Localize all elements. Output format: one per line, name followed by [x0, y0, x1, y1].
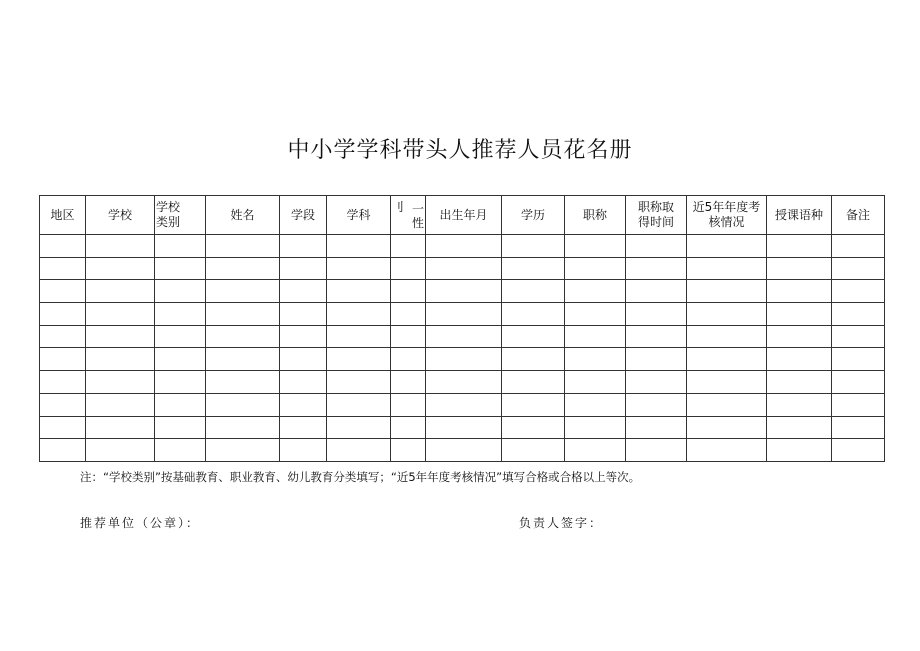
table-cell [280, 371, 327, 394]
table-cell [391, 235, 426, 258]
table-cell [426, 280, 502, 303]
title-time-line1: 职称取 [637, 200, 674, 214]
assessment-line2: 核情况 [708, 215, 745, 229]
title-time-line2: 得时间 [637, 215, 674, 229]
table-cell [565, 257, 626, 280]
table-cell [280, 393, 327, 416]
table-cell [626, 348, 687, 371]
table-cell [426, 371, 502, 394]
table-row [40, 325, 885, 348]
table-cell [426, 257, 502, 280]
table-cell [280, 303, 327, 326]
table-cell [206, 257, 280, 280]
table-cell [206, 280, 280, 303]
table-cell [40, 280, 86, 303]
table-cell [626, 416, 687, 439]
table-cell [155, 235, 206, 258]
table-cell [40, 348, 86, 371]
table-cell [327, 416, 391, 439]
table-cell [86, 303, 155, 326]
table-cell [687, 416, 767, 439]
table-cell [565, 393, 626, 416]
footnote: 注：“学校类别”按基础教育、职业教育、幼儿教育分类填写；“近5年年度考核情况”填写合格或合格以上等次。 [80, 470, 641, 484]
table-cell [280, 348, 327, 371]
col-header-assessment [687, 196, 767, 235]
table-cell [626, 235, 687, 258]
table-cell [687, 235, 767, 258]
table-cell [155, 416, 206, 439]
page-title: 中小学学科带头人推荐人员花名册 [287, 138, 633, 163]
table-cell [767, 393, 832, 416]
table-cell [391, 416, 426, 439]
school-type-line1: 学校 [156, 200, 181, 214]
table-cell [391, 303, 426, 326]
table-cell [502, 280, 565, 303]
table-cell [767, 235, 832, 258]
assessment-line1: 近5年年度考 [692, 200, 761, 214]
table-cell [626, 303, 687, 326]
table-cell [502, 348, 565, 371]
table-cell [86, 439, 155, 462]
roster-table [39, 195, 885, 462]
table-cell [626, 280, 687, 303]
table-cell [206, 235, 280, 258]
table-cell [86, 393, 155, 416]
table-cell [155, 325, 206, 348]
table-cell [426, 303, 502, 326]
table-cell [832, 257, 885, 280]
table-cell [426, 348, 502, 371]
table-row [40, 439, 885, 462]
col-header-school-type [155, 196, 206, 235]
table-cell [327, 303, 391, 326]
recommending-unit-label: 推荐单位（公章）： [80, 516, 201, 530]
table-row [40, 371, 885, 394]
table-cell [206, 371, 280, 394]
table-cell [280, 439, 327, 462]
table-cell [40, 393, 86, 416]
table-cell [327, 257, 391, 280]
table-cell [86, 348, 155, 371]
table-row [40, 348, 885, 371]
col-header-remarks: 备注 [832, 196, 885, 235]
table-cell [206, 416, 280, 439]
table-cell [767, 439, 832, 462]
table-cell [502, 303, 565, 326]
table-cell [391, 280, 426, 303]
table-cell [40, 257, 86, 280]
table-cell [687, 303, 767, 326]
table-cell [832, 416, 885, 439]
table-cell [502, 325, 565, 348]
table-cell [40, 325, 86, 348]
table-row [40, 303, 885, 326]
table-body [40, 235, 885, 462]
table-cell [767, 371, 832, 394]
table-row [40, 235, 885, 258]
table-cell [86, 257, 155, 280]
table-cell [832, 325, 885, 348]
table-header-row [40, 196, 885, 235]
table-cell [502, 439, 565, 462]
table-cell [565, 325, 626, 348]
table-cell [391, 371, 426, 394]
table-cell [206, 325, 280, 348]
table-cell [832, 439, 885, 462]
table-cell [86, 371, 155, 394]
table-cell [391, 439, 426, 462]
table-cell [687, 325, 767, 348]
table-cell [155, 371, 206, 394]
table-cell [687, 393, 767, 416]
table-cell [626, 371, 687, 394]
table-cell [86, 280, 155, 303]
table-cell [426, 416, 502, 439]
table-cell [206, 348, 280, 371]
table-cell [155, 348, 206, 371]
table-cell [40, 416, 86, 439]
table-cell [502, 393, 565, 416]
table-cell [155, 257, 206, 280]
table-cell [155, 393, 206, 416]
col-header-title-time [626, 196, 687, 235]
table-cell [767, 416, 832, 439]
table-cell [391, 348, 426, 371]
table-cell [626, 393, 687, 416]
table-cell [832, 303, 885, 326]
table-cell [687, 348, 767, 371]
table-cell [767, 280, 832, 303]
table-cell [155, 280, 206, 303]
table-cell [391, 393, 426, 416]
table-cell [687, 280, 767, 303]
col-header-region: 地区 [40, 196, 86, 235]
col-header-title: 职称 [565, 196, 626, 235]
table-row [40, 280, 885, 303]
table-cell [280, 416, 327, 439]
table-cell [280, 235, 327, 258]
table-cell [832, 348, 885, 371]
table-cell [626, 439, 687, 462]
table-cell [565, 371, 626, 394]
school-type-line2: 类别 [156, 215, 181, 229]
table-cell [40, 371, 86, 394]
table-cell [327, 348, 391, 371]
table-cell [206, 439, 280, 462]
table-cell [565, 348, 626, 371]
table-cell [767, 257, 832, 280]
table-cell [565, 303, 626, 326]
col-header-subject: 学科 [327, 196, 391, 235]
table-row [40, 257, 885, 280]
table-cell [832, 371, 885, 394]
table-cell [426, 439, 502, 462]
col-header-name: 姓名 [206, 196, 280, 235]
table-cell [155, 439, 206, 462]
table-row [40, 393, 885, 416]
table-cell [206, 393, 280, 416]
table-cell [327, 371, 391, 394]
table-cell [626, 257, 687, 280]
table-cell [832, 393, 885, 416]
table-cell [327, 235, 391, 258]
table-cell [565, 280, 626, 303]
table-cell [280, 280, 327, 303]
table-cell [687, 371, 767, 394]
table-cell [86, 235, 155, 258]
table-cell [327, 325, 391, 348]
table-cell [280, 257, 327, 280]
table-cell [832, 235, 885, 258]
table-cell [565, 416, 626, 439]
gender-right-fragment: 一 性 [411, 202, 424, 230]
table-cell [40, 439, 86, 462]
table-cell [327, 439, 391, 462]
table-cell [565, 439, 626, 462]
table-cell [767, 348, 832, 371]
col-header-language: 授课语种 [767, 196, 832, 235]
table-cell [426, 235, 502, 258]
table-cell [426, 325, 502, 348]
table-cell [206, 303, 280, 326]
table-cell [502, 235, 565, 258]
table-cell [426, 393, 502, 416]
col-header-gender [391, 196, 426, 235]
table-row [40, 416, 885, 439]
col-header-stage: 学段 [280, 196, 327, 235]
gender-left-fragment: 刂 [392, 200, 405, 214]
table-cell [86, 416, 155, 439]
table-cell [502, 371, 565, 394]
table-cell [40, 235, 86, 258]
table-cell [327, 280, 391, 303]
col-header-birth: 出生年月 [426, 196, 502, 235]
table-cell [502, 257, 565, 280]
table-cell [832, 280, 885, 303]
table-cell [40, 303, 86, 326]
table-cell [565, 235, 626, 258]
table-cell [391, 325, 426, 348]
table-cell [391, 257, 426, 280]
table-cell [155, 303, 206, 326]
table-cell [767, 325, 832, 348]
table-cell [327, 393, 391, 416]
col-header-education: 学历 [502, 196, 565, 235]
col-header-school: 学校 [86, 196, 155, 235]
person-in-charge-label: 负责人签字： [519, 516, 604, 530]
table-cell [280, 325, 327, 348]
table-cell [626, 325, 687, 348]
table-cell [86, 325, 155, 348]
table-cell [687, 439, 767, 462]
table-cell [502, 416, 565, 439]
table-cell [767, 303, 832, 326]
table-cell [687, 257, 767, 280]
